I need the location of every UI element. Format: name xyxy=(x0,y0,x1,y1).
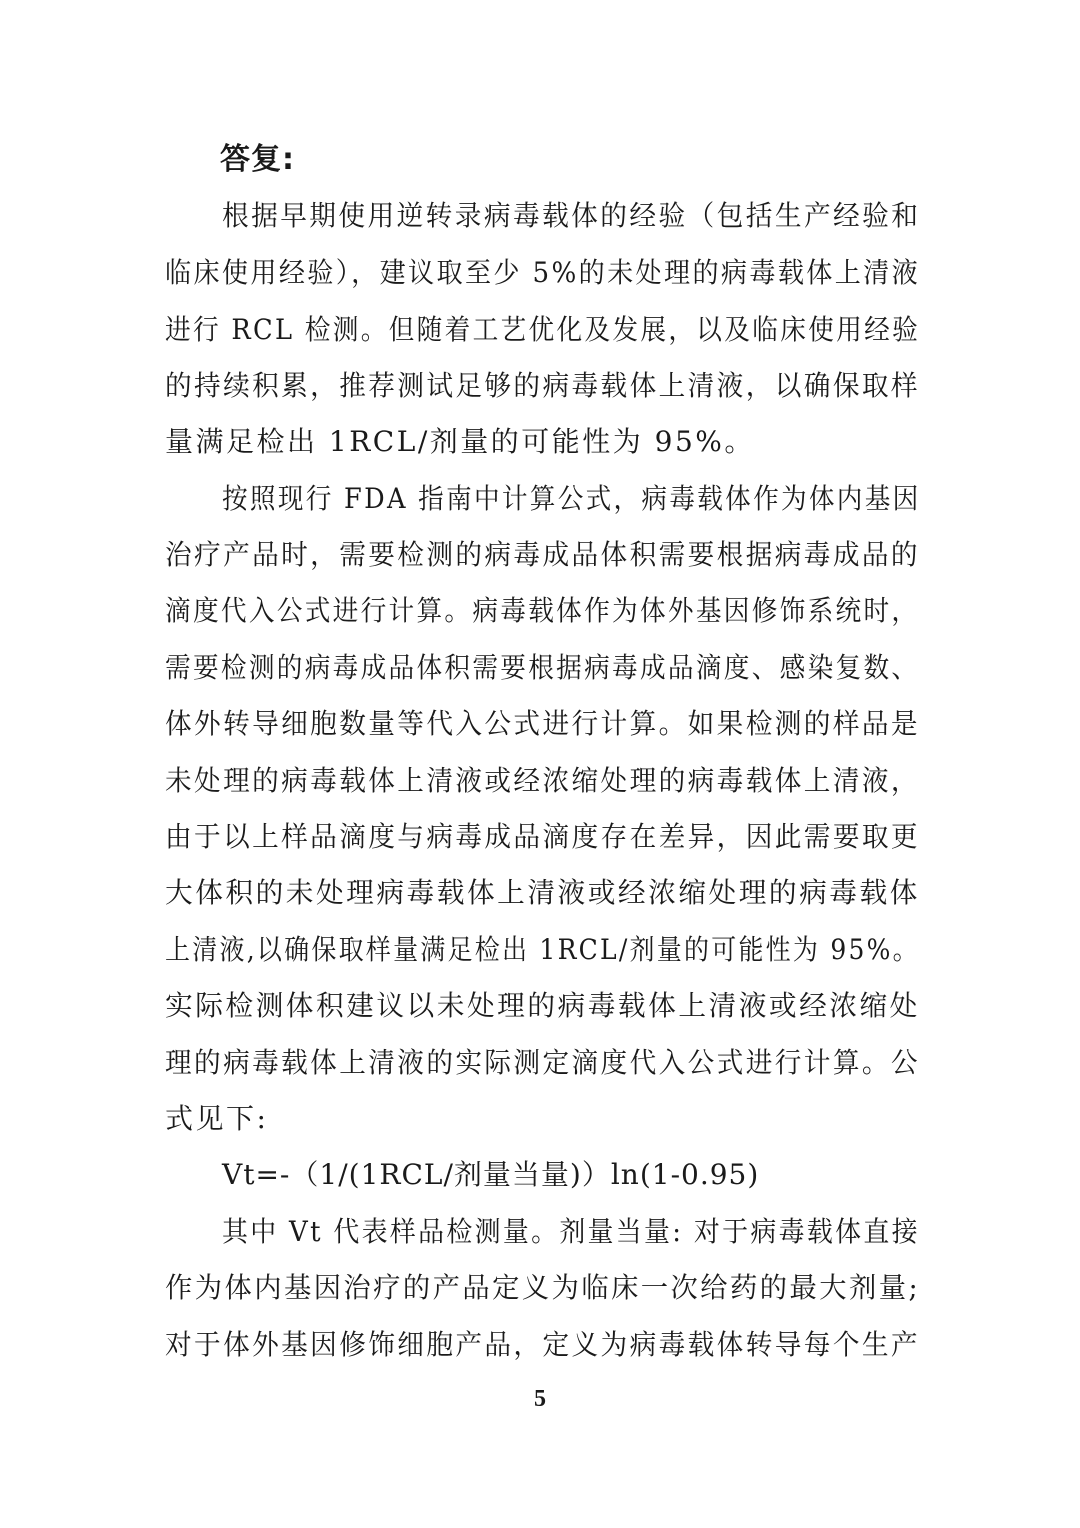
paragraph-2-line-11: 理的病毒载体上清液的实际测定滴度代入公式进行计算。公 xyxy=(165,1046,920,1079)
paragraph-1-line-1: 根据早期使用逆转录病毒载体的经验（包括生产经验和 xyxy=(222,199,921,232)
paragraph-2-line-5: 体外转导细胞数量等代入公式进行计算。如果检测的样品是 xyxy=(165,707,920,740)
paragraph-2-line-3: 滴度代入公式进行计算。病毒载体作为体外基因修饰系统时， xyxy=(165,594,920,627)
formula: Vt=-（1/(1RCL/剂量当量)）ln(1-0.95) xyxy=(222,1158,760,1191)
paragraph-2-line-12: 式见下: xyxy=(165,1102,269,1135)
paragraph-2-line-9: 上清液,以确保取样量满足检出 1RCL/剂量的可能性为 95%。 xyxy=(165,933,920,966)
paragraph-1-line-3: 进行 RCL 检测。但随着工艺优化及发展，以及临床使用经验 xyxy=(165,313,921,346)
paragraph-1-line-5: 量满足检出 1RCL/剂量的可能性为 95%。 xyxy=(165,425,755,458)
paragraph-2-line-7: 由于以上样品滴度与病毒成品滴度存在差异，因此需要取更 xyxy=(165,820,920,853)
paragraph-2-line-4: 需要检测的病毒成品体积需要根据病毒成品滴度、感染复数、 xyxy=(165,651,920,684)
page-number: 5 xyxy=(534,1386,546,1412)
paragraph-2-line-10: 实际检测体积建议以未处理的病毒载体上清液或经浓缩处 xyxy=(165,989,920,1022)
paragraph-2-line-1: 按照现行 FDA 指南中计算公式，病毒载体作为体内基因 xyxy=(222,482,921,515)
paragraph-2-line-6: 未处理的病毒载体上清液或经浓缩处理的病毒载体上清液， xyxy=(165,764,920,797)
paragraph-2-line-2: 治疗产品时，需要检测的病毒成品体积需要根据病毒成品的 xyxy=(165,538,920,571)
paragraph-1-line-4: 的持续积累，推荐测试足够的病毒载体上清液，以确保取样 xyxy=(165,369,920,402)
paragraph-3-line-1: 其中 Vt 代表样品检测量。剂量当量: 对于病毒载体直接 xyxy=(222,1215,920,1248)
paragraph-1-line-2: 临床使用经验），建议取至少 5%的未处理的病毒载体上清液 xyxy=(165,256,921,289)
paragraph-3-line-2: 作为体内基因治疗的产品定义为临床一次给药的最大剂量; xyxy=(165,1271,921,1304)
paragraph-2-line-8: 大体积的未处理病毒载体上清液或经浓缩处理的病毒载体 xyxy=(165,876,920,909)
answer-heading: 答复: xyxy=(220,142,295,177)
paragraph-3-line-3: 对于体外基因修饰细胞产品，定义为病毒载体转导每个生产 xyxy=(165,1328,920,1361)
